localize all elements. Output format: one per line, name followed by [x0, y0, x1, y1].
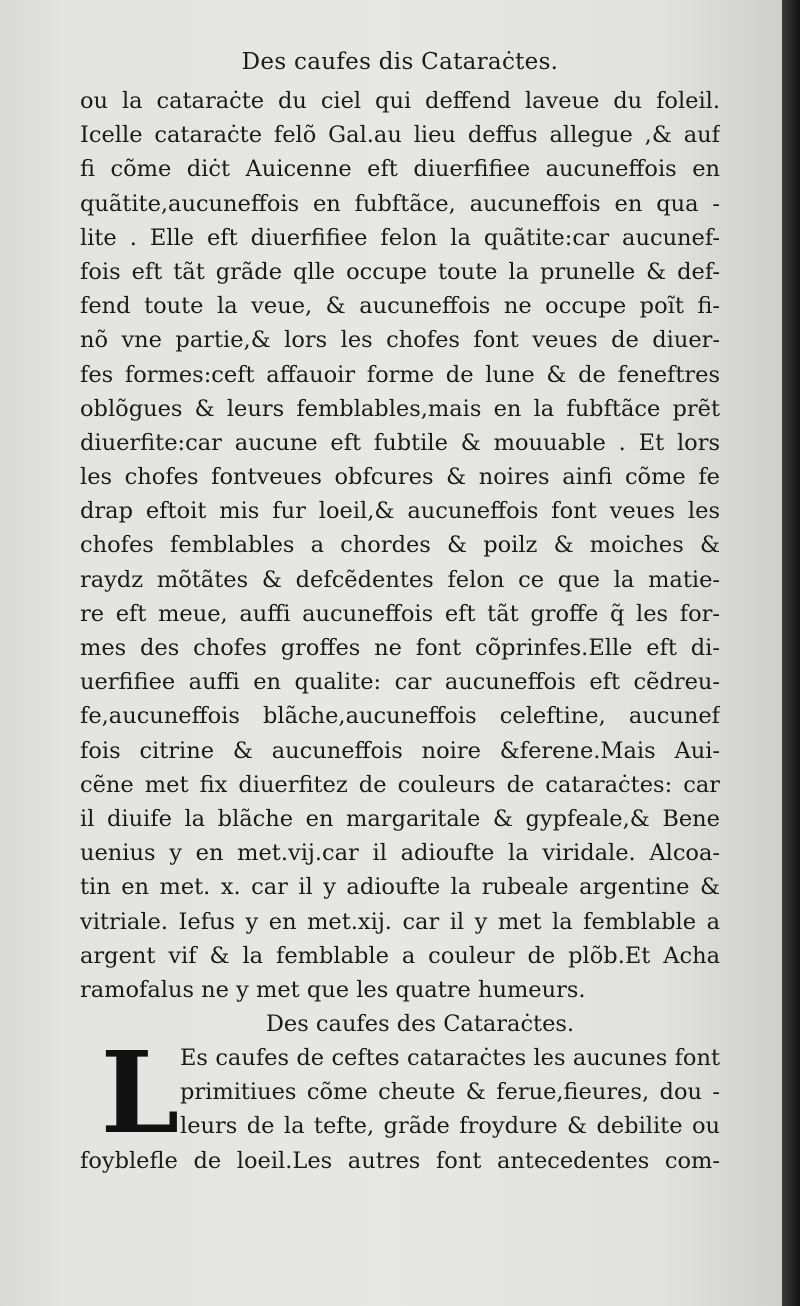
text-line: oblõgues & leurs femblables,mais en la fubftãce prẽt: [80, 395, 720, 422]
text-line: fend toute la veue, & aucuneffois ne occupe poĩt fi-: [80, 293, 720, 320]
text-line: drap eftoit mis fur loeil,& aucuneffois font veues les: [80, 498, 720, 525]
text-line: nõ vne partie,& lors les chofes font veues de diuer-: [80, 327, 720, 354]
text-line: primitiues cõme cheute & ferue,fieures, dou -: [180, 1079, 720, 1106]
section-paragraph: [80, 1028, 720, 1178]
text-line: Es caufes de ceftes cataraċtes les aucunes font: [180, 1045, 720, 1072]
text-line: uenius y en met.vij.car il adioufte la viridale. Alcoa-: [80, 840, 720, 867]
text-line: fi cõme diċt Auicenne eft diuerfifiee aucuneffois en: [80, 156, 720, 183]
text-line: tin en met. x. car il y adioufte la rubeale argentine &: [80, 874, 720, 901]
text-line: ou la cataraċte du ciel qui deffend laveue du foleil.: [80, 88, 720, 114]
text-block: [80, 44, 720, 1178]
body-paragraph: [80, 84, 720, 1007]
text-line: fois eft tãt grãde qlle occupe toute la prunelle & def-: [80, 258, 720, 285]
drop-cap-initial: L: [100, 1028, 180, 1160]
text-line: diuerfite:car aucune eft fubtile & mouuable . Et lors: [80, 429, 720, 456]
text-line: leurs de la tefte, grãde froydure & debilite ou: [180, 1113, 720, 1140]
section-heading: Des caufes des Cataraċtes.: [265, 1011, 575, 1038]
page-edge: [782, 0, 800, 1306]
text-line: Icelle cataraċte felõ Gal.au lieu deffus allegue ,& auf: [80, 122, 720, 149]
text-line: quãtite,aucuneffois en fubftãce, aucuneffois en qua -: [80, 190, 720, 217]
text-line: fes formes:ceft affauoir forme de lune & de feneftres: [80, 361, 720, 388]
text-line: fois citrine & aucuneffois noire &ferene.Mais Aui-: [80, 737, 720, 764]
text-line: re eft meue, auffi aucuneffois eft tãt groffe q̃ les for-: [80, 600, 720, 627]
text-line: foyblefle de loeil.Les autres font antecedentes com-: [80, 1147, 720, 1174]
text-line: argent vif & la femblable a couleur de plõb.Et Acha: [80, 942, 720, 969]
text-line: fe,aucuneffois blãche,aucuneffois celeftine, aucunef: [80, 703, 720, 730]
text-line: vitriale. Iefus y en met.xij. car il y met la femblable a: [80, 908, 720, 935]
text-line: chofes femblables a chordes & poilz & moiches &: [80, 532, 720, 559]
text-line: les chofes fontveues obfcures & noires ainfi cõme fe: [80, 464, 720, 491]
running-head: Des caufes dis Cataraċtes.: [241, 49, 559, 75]
text-line: uerfifiee auffi en qualite: car aucuneffois eft cẽdreu-: [80, 669, 720, 696]
text-line: lite . Elle eft diuerfifiee felon la quãtite:car aucunef-: [80, 224, 720, 251]
text-line: ramofalus ne y met que les quatre humeurs.: [80, 976, 586, 1003]
text-line: cẽne met fix diuerfitez de couleurs de cataraċtes: car: [80, 771, 720, 798]
text-line: mes des chofes groffes ne font cõprinfes.Elle eft di-: [80, 635, 720, 661]
text-line: raydz mõtãtes & defcẽdentes felon ce que la matie-: [80, 566, 720, 593]
text-line: il diuife la blãche en margaritale & gypfeale,& Bene: [80, 805, 720, 832]
